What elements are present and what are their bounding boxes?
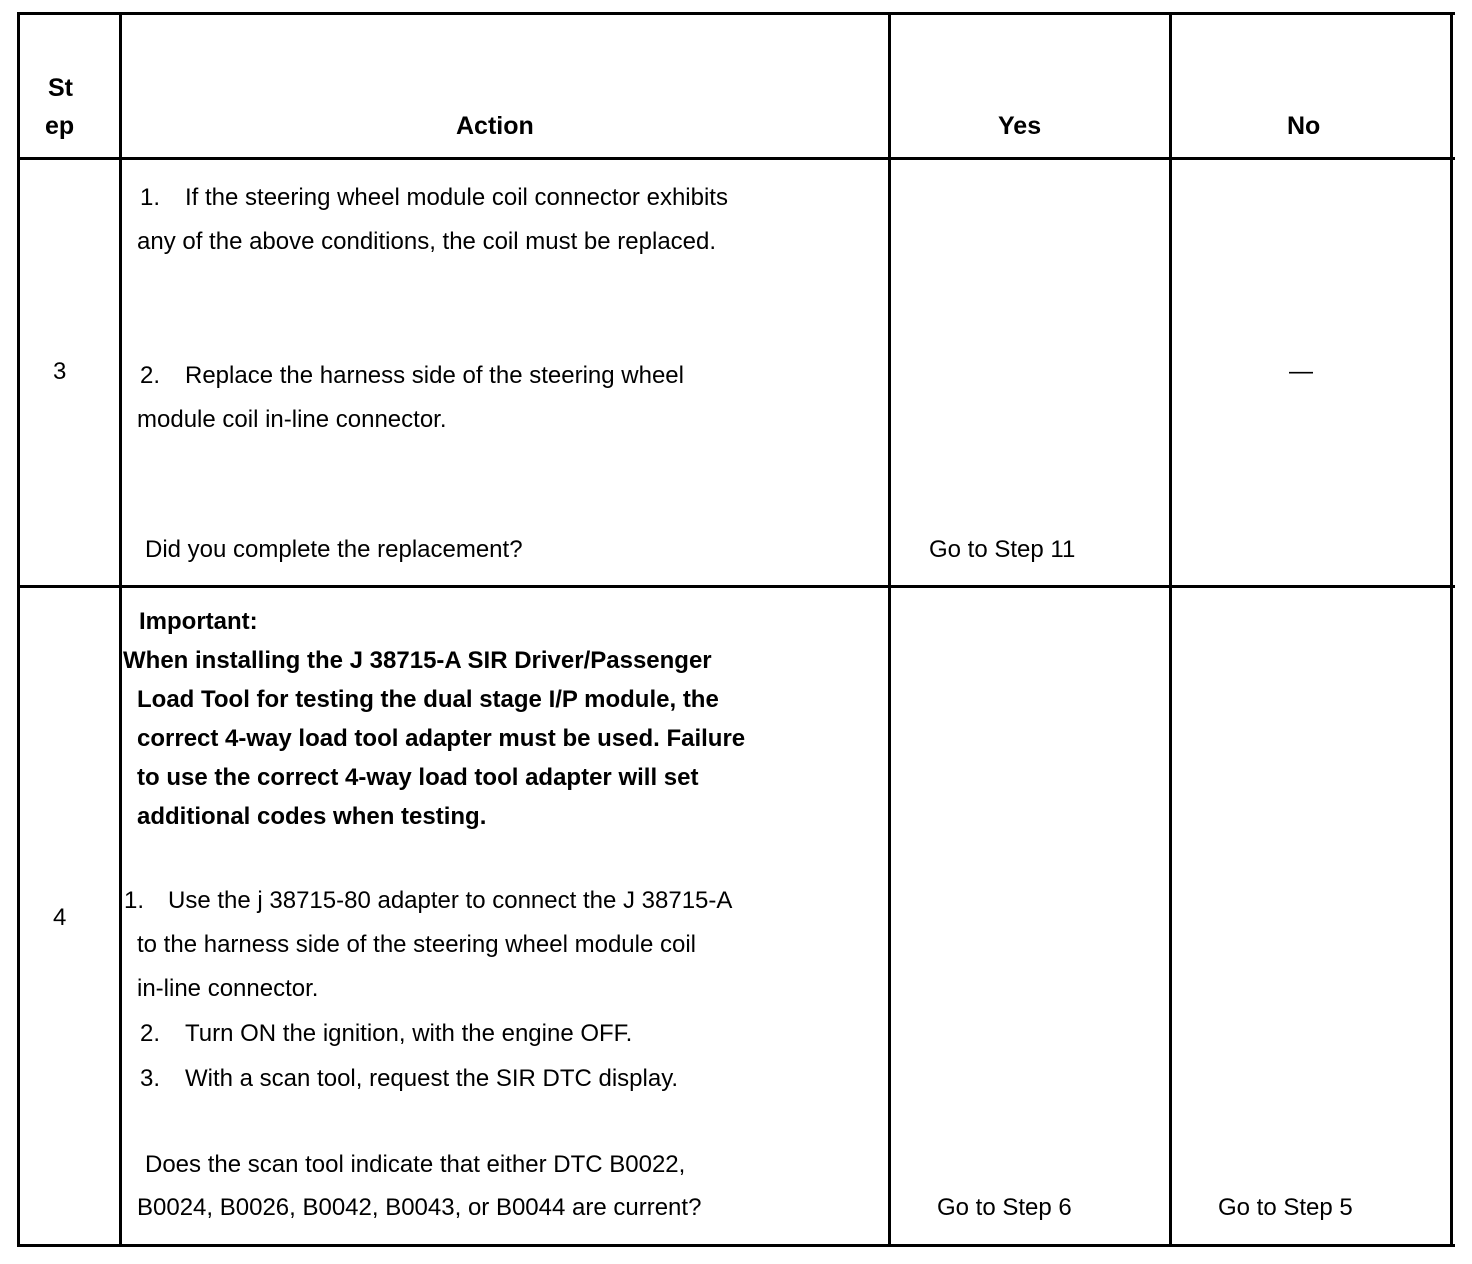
step-4-important-line-2: Load Tool for testing the dual stage I/P module, the — [137, 686, 719, 713]
step-4-item-1-line-3: in-line connector. — [137, 975, 319, 1002]
step-3-item-1-line-2: any of the above conditions, the coil must be replaced. — [137, 228, 717, 255]
step-3-yes-result: Go to Step 11 — [929, 536, 1076, 563]
step-4-item-2-number: 2. — [140, 1020, 161, 1047]
header-step-line2: ep — [45, 112, 75, 140]
step-3-item-1-number: 1. — [140, 184, 161, 211]
step-4-no-result: Go to Step 5 — [1218, 1194, 1353, 1221]
step-4-item-1-number: 1. — [124, 887, 145, 914]
table-border-top — [17, 12, 1455, 15]
step-4-important-line-4: to use the correct 4-way load tool adapter will set — [137, 764, 699, 791]
step-4-question-line-1: Does the scan tool indicate that either DTC B0022, — [145, 1151, 686, 1178]
step-4-important-line-1: When installing the J 38715-A SIR Driver/Passenger — [123, 647, 712, 674]
row-divider — [17, 585, 1455, 588]
column-divider-yes-no — [1169, 12, 1172, 1247]
column-divider-step-action — [119, 12, 122, 1247]
header-yes: Yes — [998, 112, 1042, 140]
step-4-item-3-number: 3. — [140, 1065, 161, 1092]
step-4-important-line-5: additional codes when testing. — [137, 803, 487, 830]
step-4-important-line-3: correct 4-way load tool adapter must be used. Failure — [137, 725, 746, 752]
step-3-item-2-number: 2. — [140, 362, 161, 389]
header-no: No — [1287, 112, 1321, 140]
step-3-number: 3 — [53, 358, 67, 385]
step-4-question-line-2: B0024, B0026, B0042, B0043, or B0044 are current? — [137, 1194, 702, 1221]
step-3-item-1-line-1: If the steering wheel module coil connector exhibits — [185, 184, 728, 211]
step-3-item-2-line-1: Replace the harness side of the steering wheel — [185, 362, 684, 389]
table-border-right — [1450, 12, 1453, 1247]
table-border-left — [17, 12, 20, 1247]
column-divider-action-yes — [888, 12, 891, 1247]
step-4-item-3-line-1: With a scan tool, request the SIR DTC display. — [185, 1065, 679, 1092]
step-4-yes-result: Go to Step 6 — [937, 1194, 1072, 1221]
step-3-item-2-line-2: module coil in-line connector. — [137, 406, 447, 433]
step-4-number: 4 — [53, 904, 67, 931]
step-4-item-1-line-2: to the harness side of the steering wheel module coil — [137, 931, 696, 958]
table-border-bottom — [17, 1244, 1455, 1247]
header-step-line1: St — [48, 74, 73, 102]
header-divider — [17, 157, 1455, 160]
step-4-item-1-line-1: Use the j 38715-80 adapter to connect the J 38715-A — [168, 887, 733, 914]
step-4-item-2-line-1: Turn ON the ignition, with the engine OFF. — [185, 1020, 633, 1047]
step-3-question: Did you complete the replacement? — [145, 536, 523, 563]
step-3-no-result: — — [1289, 358, 1313, 385]
step-4-important-label: Important: — [139, 608, 258, 635]
header-action: Action — [456, 112, 534, 140]
